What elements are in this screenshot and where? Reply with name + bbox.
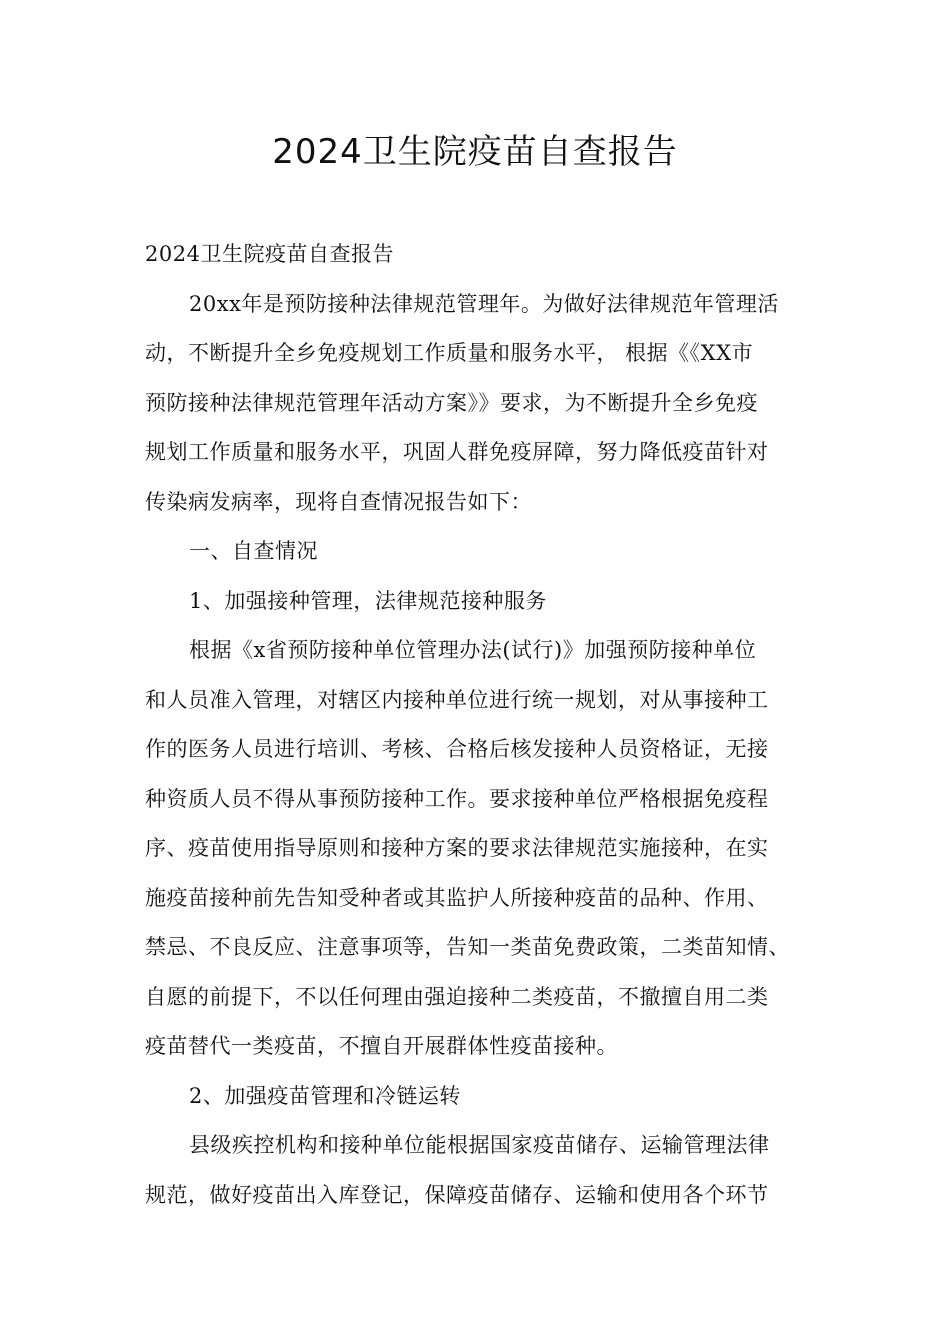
body-line: 根据《x省预防接种单位管理办法(试行)》加强预防接种单位 <box>189 638 757 662</box>
subsection-heading: 2、加强疫苗管理和冷链运转 <box>189 1083 461 1108</box>
body-line: 规范，做好疫苗出入库登记，保障疫苗储存、运输和使用各个环节 <box>145 1182 769 1207</box>
body-line: 作的医务人员进行培训、考核、合格后核发接种人员资格证，无接 <box>145 737 769 761</box>
body-line: 动，不断提升全乡免疫规划工作质量和服务水平， 根据《《XX市 <box>145 341 754 365</box>
body-line: 预防接种法律规范管理年活动方案》》要求，为不断提升全乡免疫 <box>145 390 758 415</box>
body-line: 规划工作质量和服务水平，巩固人群免疫屏障，努力降低疫苗针对 <box>145 440 769 464</box>
body-line: 序、疫苗使用指导原则和接种方案的要求法律规范实施接种，在实 <box>145 836 769 860</box>
body-line: 2024卫生院疫苗自查报告 <box>145 242 394 266</box>
subsection-heading: 1、加强接种管理，法律规范接种服务 <box>189 588 547 613</box>
body-line: 传染病发病率，现将自查情况报告如下： <box>145 489 532 514</box>
document-body <box>145 230 805 1220</box>
body-line: 疫苗替代一类疫苗，不擅自开展群体性疫苗接种。 <box>145 1034 618 1058</box>
body-line: 和人员准入管理，对辖区内接种单位进行统一规划，对从事接种工 <box>145 687 769 712</box>
body-line: 施疫苗接种前先告知受种者或其监护人所接种疫苗的品种、作用、 <box>145 885 769 910</box>
body-line: 禁忌、不良反应、注意事项等，告知一类苗免费政策，二类苗知情、 <box>145 935 790 959</box>
body-line: 县级疾控机构和接种单位能根据国家疫苗储存、运输管理法律 <box>189 1133 770 1157</box>
body-line: 20xx年是预防接种法律规范管理年。为做好法律规范年管理活 <box>189 291 779 316</box>
body-line: 自愿的前提下，不以任何理由强迫接种二类疫苗，不撤擅自用二类 <box>145 984 769 1009</box>
document-title: 2024卫生院疫苗自查报告 <box>272 132 678 172</box>
body-line: 种资质人员不得从事预防接种工作。要求接种单位严格根据免疫程 <box>145 786 769 811</box>
section-heading: 一、自查情况 <box>189 539 318 563</box>
